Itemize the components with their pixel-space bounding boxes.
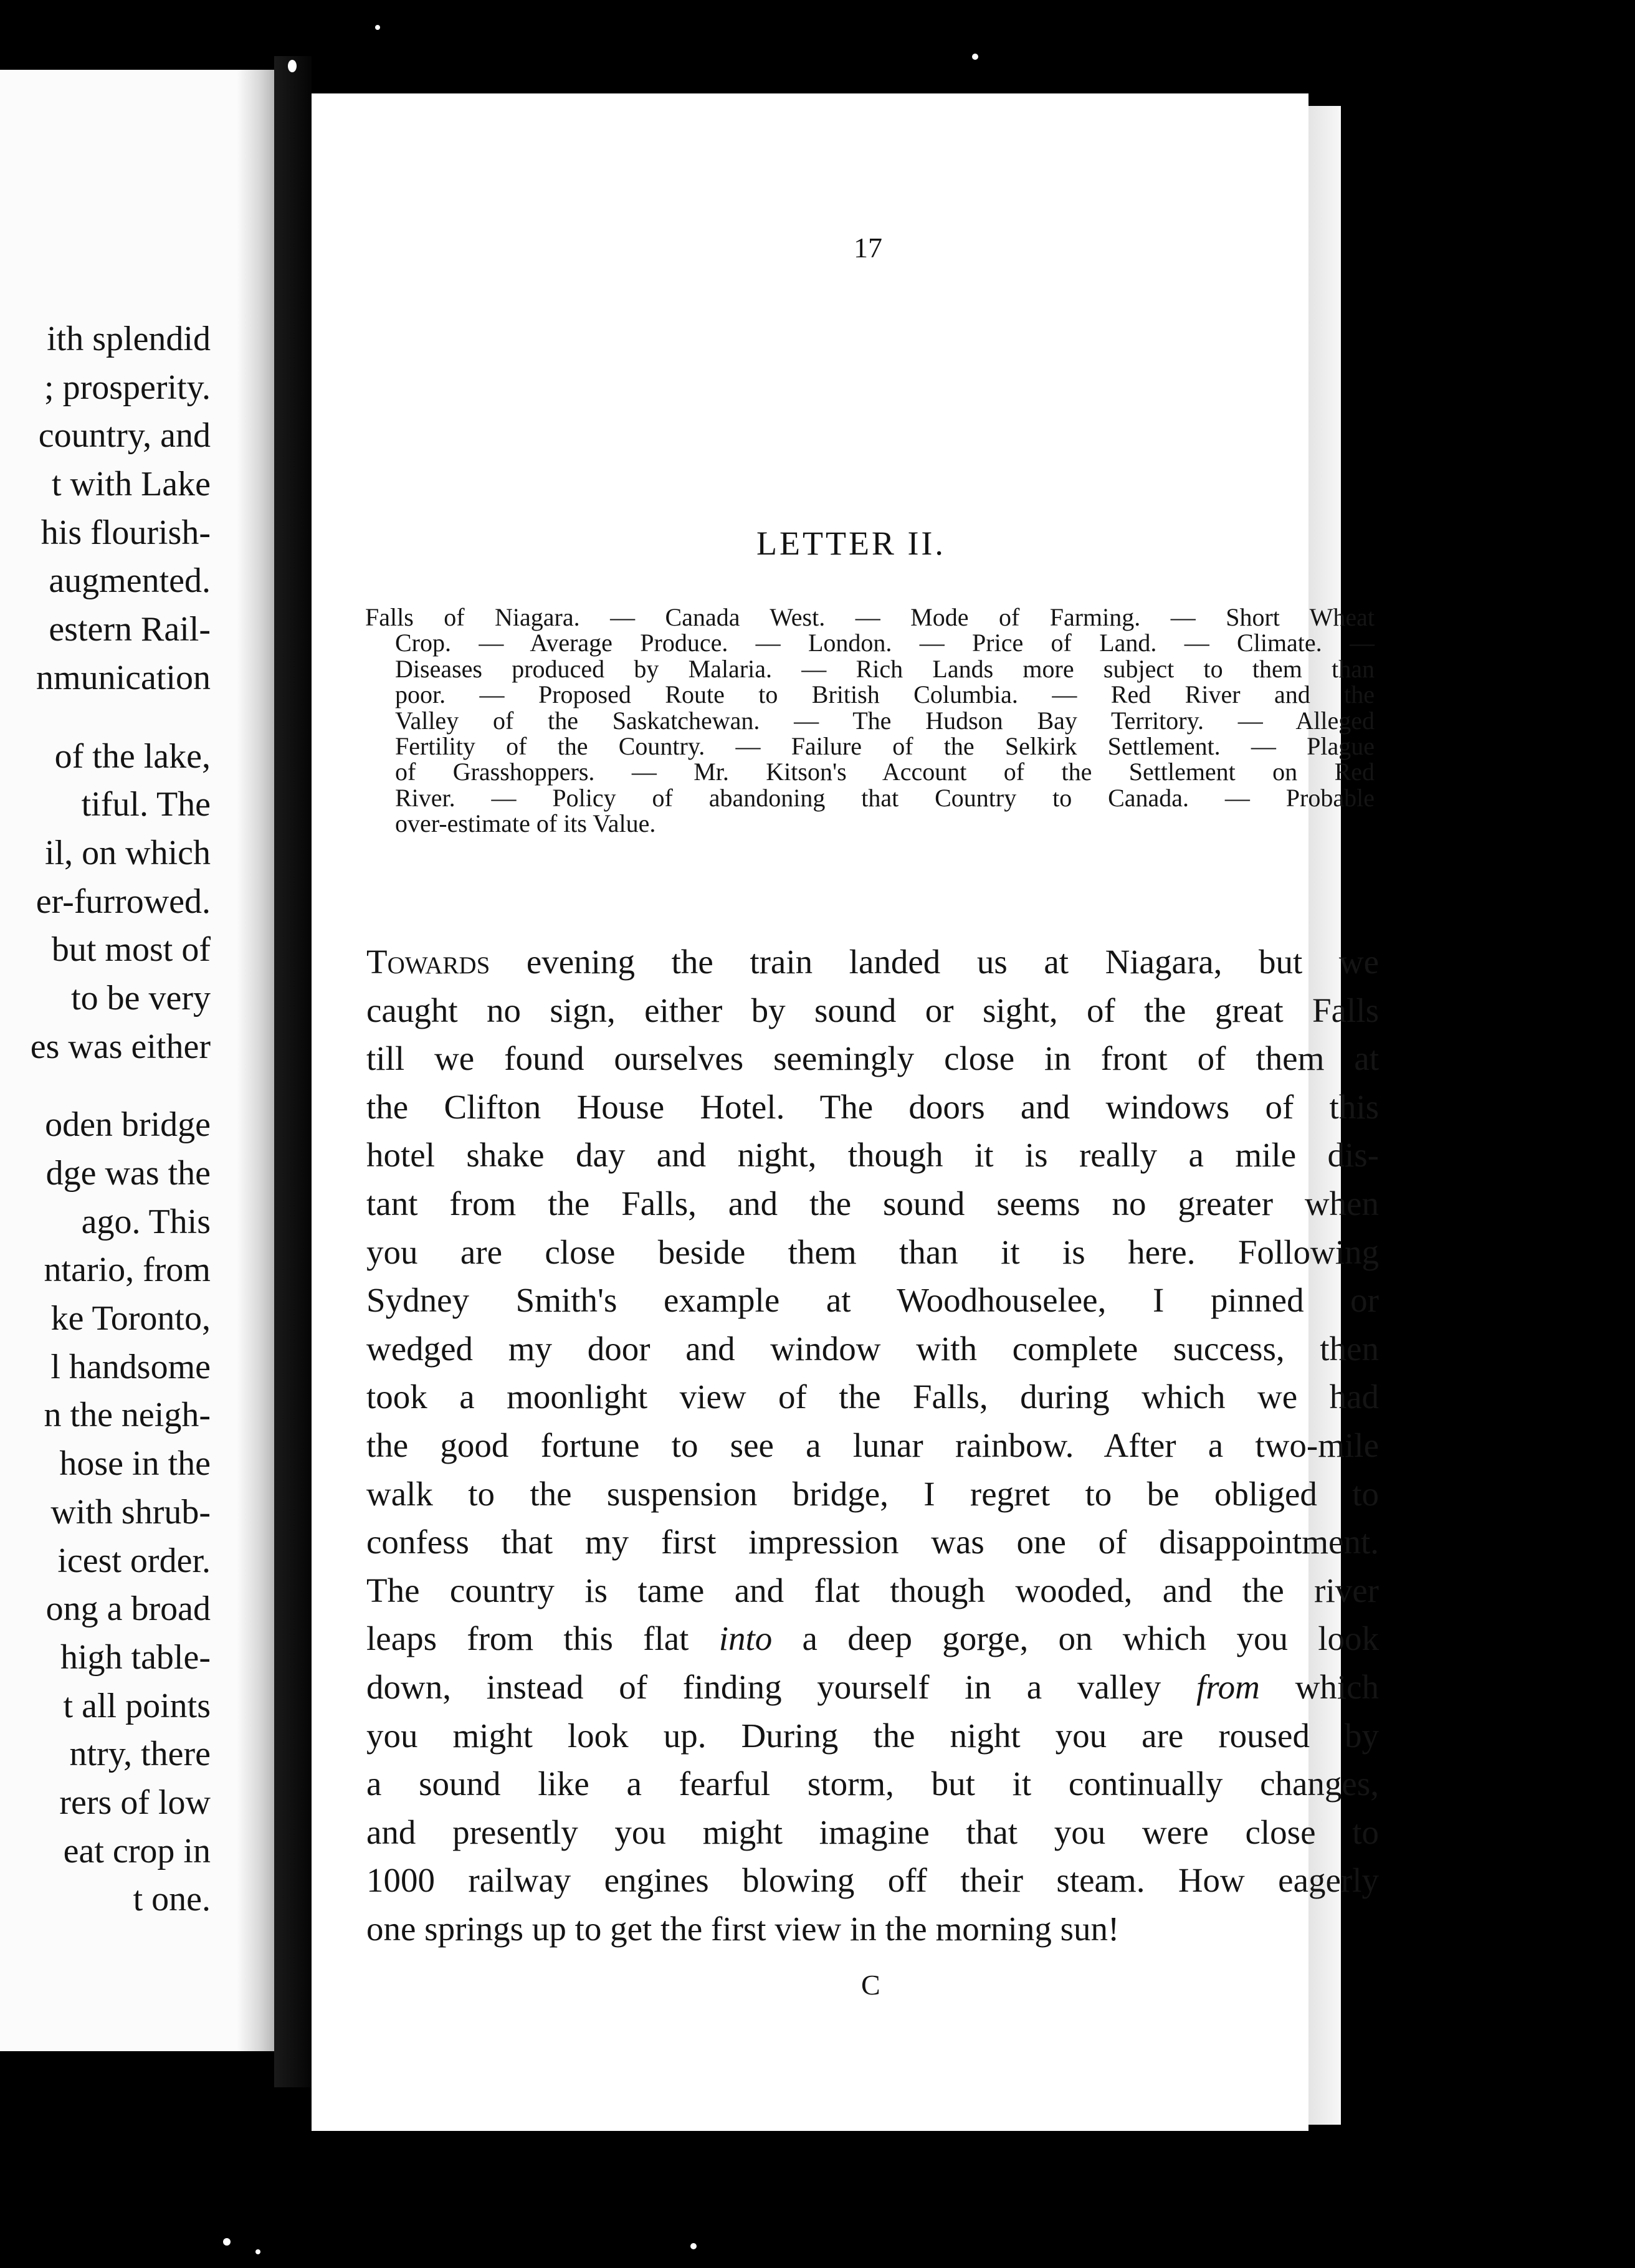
- scan-speck: [223, 2238, 231, 2246]
- left-line: high table-: [60, 1637, 211, 1677]
- body-line: one springs up to get the first view in the morning sun!: [366, 1909, 1120, 1948]
- italic-word: from: [1196, 1667, 1260, 1706]
- synopsis-line: River. — Policy of abandoning that Country to Canada. — Probable: [395, 783, 1375, 812]
- left-line: ke Toronto,: [50, 1299, 211, 1338]
- left-line: oden bridge: [45, 1105, 211, 1145]
- left-line: l handsome: [50, 1347, 211, 1386]
- left-line: ; prosperity.: [44, 368, 211, 407]
- left-line: il, on which: [45, 833, 211, 872]
- scan-speck: [255, 2249, 260, 2254]
- left-line: er-furrowed.: [36, 882, 211, 921]
- left-line: t one.: [133, 1880, 211, 1919]
- left-line: eat crop in: [63, 1831, 211, 1870]
- body-line: took a moonlight view of the Falls, during which we had: [366, 1378, 1379, 1416]
- left-line: dge was the: [45, 1154, 211, 1193]
- synopsis-line: poor. — Proposed Route to British Columbia. — Red River and the: [395, 680, 1375, 709]
- opening-word: Towards: [366, 943, 490, 981]
- left-line: of the lake,: [54, 736, 211, 776]
- paragraph-gap: [0, 703, 211, 733]
- left-line: n the neigh-: [44, 1396, 211, 1435]
- body-line: the good fortune to see a lunar rainbow. After a two-mile: [366, 1426, 1379, 1464]
- scan-speck: [690, 2243, 697, 2249]
- left-page-text-fragment: [0, 315, 211, 1924]
- synopsis-line: over-estimate of its Value.: [395, 809, 656, 838]
- body-line-text: leaps from this flat: [366, 1619, 719, 1658]
- synopsis-line: Diseases produced by Malaria. — Rich Lands more subject to them than: [395, 654, 1375, 683]
- body-line-text: evening the train landed us at Niagara, but we: [490, 943, 1379, 981]
- left-line: with shrub-: [50, 1492, 211, 1532]
- left-line: ntario, from: [44, 1251, 211, 1290]
- scan-speck: [288, 60, 297, 72]
- body-line: caught no sign, either by sound or sight, of the great Falls: [366, 991, 1379, 1029]
- page-number: 17: [854, 232, 882, 264]
- left-line: estern Rail-: [49, 610, 211, 649]
- synopsis-line: Crop. — Average Produce. — London. — Price of Land. — Climate. —: [395, 629, 1375, 657]
- left-line: country, and: [38, 416, 211, 455]
- left-line: his flourish-: [41, 513, 211, 552]
- body-line: walk to the suspension bridge, I regret to be obliged to: [366, 1474, 1379, 1513]
- left-line: augmented.: [49, 561, 211, 601]
- body-line: you are close beside them than it is here. Following: [366, 1232, 1379, 1271]
- body-line: tant from the Falls, and the sound seems no greater when: [366, 1184, 1379, 1222]
- body-line: [366, 1663, 1379, 1712]
- body-line: The country is tame and flat though wooded, and the river: [366, 1571, 1379, 1609]
- synopsis-line: Falls of Niagara. — Canada West. — Mode of Farming. — Short Wheat: [365, 603, 1375, 631]
- left-line: hose in the: [59, 1444, 211, 1484]
- book-spine-shadow: [274, 56, 312, 2087]
- left-line: t all points: [63, 1686, 211, 1725]
- body-line: confess that my first impression was one of disappointment.: [366, 1523, 1379, 1561]
- body-line: [366, 938, 1379, 986]
- left-line: nmunication: [36, 658, 211, 697]
- synopsis-line: Fertility of the Country. — Failure of the Selkirk Settlement. — Plague: [395, 731, 1375, 760]
- body-line-text: down, instead of finding yourself in a valley: [366, 1667, 1196, 1706]
- paragraph-gap: [0, 1071, 211, 1101]
- left-line: to be very: [71, 978, 211, 1017]
- chapter-synopsis: [365, 604, 1375, 837]
- body-line: a sound like a fearful storm, but it continually changes,: [366, 1765, 1379, 1803]
- synopsis-line: Valley of the Saskatchewan. — The Hudson Bay Territory. — Alleged: [395, 706, 1375, 735]
- left-line: t with Lake: [51, 465, 211, 504]
- letter-heading: LETTER II.: [756, 525, 946, 562]
- body-line: the Clifton House Hotel. The doors and windows of this: [366, 1087, 1379, 1126]
- body-line: 1000 railway engines blowing off their steam. How eagerly: [366, 1861, 1379, 1900]
- body-line: and presently you might imagine that you were close to: [366, 1813, 1379, 1851]
- left-line: tiful. The: [81, 785, 211, 824]
- left-page: [0, 70, 274, 2051]
- body-line: hotel shake day and night, though it is really a mile dis-: [366, 1136, 1379, 1174]
- body-line: you might look up. During the night you are roused by: [366, 1716, 1379, 1755]
- scan-speck: [375, 25, 380, 30]
- left-line: es was either: [30, 1027, 211, 1066]
- signature-mark: C: [861, 1969, 880, 2001]
- synopsis-line: of Grasshoppers. — Mr. Kitson's Account of the Settlement on Red: [395, 758, 1375, 786]
- left-line: ong a broad: [45, 1589, 211, 1629]
- scan-speck: [972, 54, 978, 60]
- body-paragraph: [366, 938, 1379, 1953]
- body-line: Sydney Smith's example at Woodhouselee, I pinned or: [366, 1281, 1379, 1320]
- left-line: but most of: [51, 930, 211, 970]
- body-line: [366, 1614, 1379, 1663]
- body-line: wedged my door and window with complete success, then: [366, 1329, 1379, 1368]
- left-line: ntry, there: [69, 1735, 211, 1774]
- body-line-text: a deep gorge, on which you look: [772, 1619, 1379, 1658]
- left-line: ago. This: [81, 1202, 211, 1241]
- left-line: rers of low: [59, 1783, 211, 1822]
- body-line-text: which: [1259, 1667, 1379, 1706]
- left-page-gutter-shadow: [237, 70, 274, 2051]
- body-line: till we found ourselves seemingly close in front of them at: [366, 1039, 1379, 1078]
- italic-word: into: [718, 1619, 773, 1658]
- left-line: icest order.: [57, 1541, 211, 1580]
- left-line: ith splendid: [47, 320, 211, 358]
